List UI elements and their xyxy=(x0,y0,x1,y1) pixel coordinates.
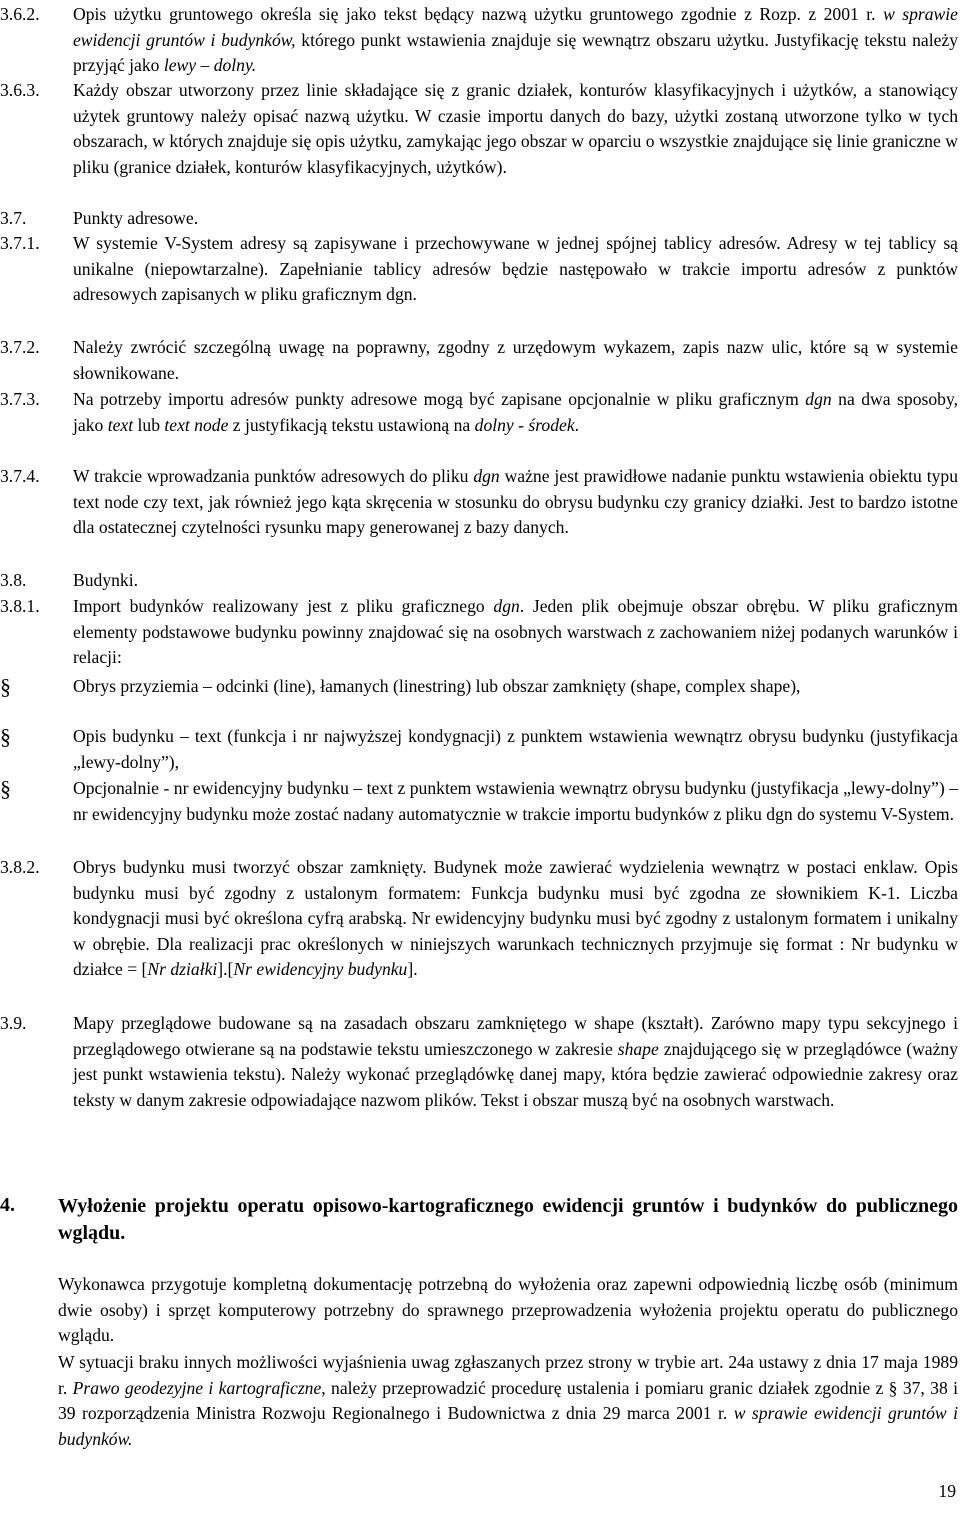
item-number: 3.8. xyxy=(0,570,27,590)
bullet-text xyxy=(73,674,958,700)
item-text xyxy=(73,387,958,438)
text-run: . Jeden plik obejmuje obszar obrębu. W pliku graficznym elementy podstawowe budynku powinny znajdować się na osobnych warstwach z zachowaniem niżej podanych warunków i relacji: xyxy=(73,596,958,668)
text-run: Mapy przeglądowe budowane są na zasadach obszaru zamkniętego w shape (kształt). Zarówno mapy typu sekcyjnego i przeglądowego otwierane są na podstawie tekstu umieszczonego w zakresie xyxy=(73,1013,958,1059)
bullet-text xyxy=(73,724,958,775)
page-number: 19 xyxy=(938,1481,956,1501)
item-3-9 xyxy=(0,1011,958,1113)
text-run: ]. xyxy=(407,959,418,980)
bullet-item xyxy=(0,776,958,827)
section-title: Wyłożenie projektu operatu opisowo-kartograficznego ewidencji gruntów i budynków do publicznego wglądu. xyxy=(58,1195,958,1244)
italic-text-run: dgn xyxy=(473,466,500,486)
item-3-6-3 xyxy=(0,78,958,180)
text-run: Na potrzeby importu adresów punkty adresowe mogą być zapisane opcjonalnie w pliku graficznym xyxy=(73,389,806,409)
item-3-8-2 xyxy=(0,855,958,983)
italic-text-run: text node xyxy=(164,414,229,435)
text-run: Obrys przyziemia – odcinki (line), łamanych (linestring) lub obszar zamknięty (shape, complex shape), xyxy=(73,676,801,696)
section-sign-bullet-icon: § xyxy=(0,724,11,749)
item-3-7-4 xyxy=(0,464,958,541)
text-run: W trakcie wprowadzania punktów adresowych do pliku xyxy=(73,466,474,486)
text-run: lub xyxy=(133,414,165,435)
section-number: 4. xyxy=(0,1194,15,1216)
text-run: Punkty adresowe. xyxy=(73,208,199,228)
section-sign-bullet-icon: § xyxy=(0,674,11,699)
text-run: Opcjonalnie - nr ewidencyjny budynku – text z punktem wstawienia wewnątrz obrysu budynku (justyfikacja „lewy-dolny”) – nr ewidencyjny budynku może zostać nadany automatycznie w trakcie importu budynków z pliku dgn do systemu V-System. xyxy=(73,778,958,824)
italic-text-run: Nr działki xyxy=(147,959,218,980)
item-number: 3.7.2. xyxy=(0,337,40,357)
item-text xyxy=(73,206,958,232)
text-run: Import budynków realizowany jest z pliku graficznego xyxy=(73,596,494,616)
item-number: 3.7.3. xyxy=(0,389,40,409)
text-run: Każdy obszar utworzony przez linie składające się z granic działek, konturów klasyfikacyjnych i użytków, a stanowiący użytek gruntowy należy opisać nazwą użytku. W czasie importu danych do bazy, użytki zostaną utworzone tylko w tych obszarach, w których znajduje się opis użytku, zamykając jego obszar w oparciu o wszystkie znajdujące się linie graniczne w pliku (granice działek, konturów klasyfikacyjnych, użytków). xyxy=(73,80,958,177)
italic-text-run: shape xyxy=(617,1038,659,1059)
item-3-8 xyxy=(0,568,958,594)
italic-text-run: text xyxy=(107,414,134,435)
item-text xyxy=(73,568,958,594)
item-3-7-3 xyxy=(0,387,958,438)
text-run: Należy zwrócić szczególną uwagę na poprawny, zgodny z urzędowym wykazem, zapis nazw ulic, które są w systemie słownikowane. xyxy=(73,337,958,383)
italic-text-run: Nr ewidencyjny budynku xyxy=(233,959,408,980)
item-text xyxy=(73,231,958,308)
text-run: Budynki. xyxy=(73,570,139,590)
bullet-item xyxy=(0,674,958,700)
text-run: ważne jest prawidłowe nadanie punktu wstawienia obiektu typu text node czy text, jak również jego kąta skręcenia w stosunku do obrysu budynku czy granicy działki. Jest to bardzo istotne dla ostatecznej czytelności rysunku mapy generowanej z bazy danych. xyxy=(73,466,958,538)
italic-text-run: Prawo geodezyjne i kartograficzne xyxy=(72,1377,322,1398)
text-run: ].[ xyxy=(217,959,234,980)
text-run: znajdującego się w przeglądówce (ważny jest punkt wstawienia tekstu). Należy wykonać przeglądówkę danej mapy, która będzie zawierać odpowiednie zakresy oraz teksty w danym zakresie odpowiadające nazwom plików. Tekst i obszar muszą być na osobnych warstwach. xyxy=(73,1038,958,1110)
bullet-text xyxy=(73,776,958,827)
item-text xyxy=(73,594,958,671)
item-number: 3.7.4. xyxy=(0,466,40,486)
text-run: . xyxy=(574,414,580,435)
item-3-7 xyxy=(0,206,958,232)
italic-text-run: w sprawie ewidencji gruntów i budynków. xyxy=(58,1403,959,1449)
italic-text-run: dgn xyxy=(493,596,520,616)
item-number: 3.9. xyxy=(0,1013,27,1033)
item-text xyxy=(73,2,958,79)
item-number: 3.8.2. xyxy=(0,857,40,877)
paragraph-text xyxy=(58,1272,958,1349)
text-run: Wykonawca przygotuje kompletną dokumentację potrzebną do wyłożenia oraz zapewni odpowiednią liczbę osób (minimum dwie osoby) i sprzęt komputerowy potrzebny do sprawnego przeprowadzenia wyłożenia projektu operatu do publicznego wglądu. xyxy=(58,1274,958,1346)
text-run: którego punkt wstawienia znajduje się wewnątrz obszaru użytku. Justyfikację tekstu należy przyjąć jako xyxy=(73,29,958,76)
italic-text-run: lewy – dolny. xyxy=(163,55,257,76)
text-run: W sytuacji braku innych możliwości wyjaśnienia uwag zgłaszanych przez strony w trybie art. 24a ustawy z dnia 17 maja 1989 r. xyxy=(58,1352,958,1398)
paragraph xyxy=(0,1272,958,1349)
item-text xyxy=(73,464,958,541)
bullet-item xyxy=(0,724,958,775)
italic-text-run: dolny - środek xyxy=(474,414,575,435)
item-3-8-1 xyxy=(0,594,958,671)
item-text xyxy=(73,855,958,983)
item-number: 3.7.1. xyxy=(0,233,40,253)
item-number: 3.6.2. xyxy=(0,4,40,24)
paragraph-text xyxy=(58,1350,958,1452)
text-run: Opis użytku gruntowego określa się jako tekst będący nazwą użytku gruntowego zgodnie z Rozp. z 2001 r. xyxy=(73,4,884,24)
item-text xyxy=(73,335,958,386)
item-number: 3.8.1. xyxy=(0,596,40,616)
item-3-7-2 xyxy=(0,335,958,386)
italic-text-run: w sprawie ewidencji gruntów i budynków, xyxy=(73,4,958,50)
item-number: 3.6.3. xyxy=(0,80,40,100)
italic-text-run: dgn xyxy=(805,389,832,409)
text-run: na dwa sposoby, jako xyxy=(73,389,958,435)
text-run: , należy przeprowadzić procedurę ustalenia i pomiaru granic działek zgodnie z § 37, 38 i 39 rozporządzenia Ministra Rozwoju Regionalnego i Budownictwa z dnia 29 marca 2001 r. xyxy=(58,1377,959,1424)
item-text xyxy=(73,1011,958,1113)
text-run: z justyfikacją tekstu ustawioną na xyxy=(228,414,475,435)
section-sign-bullet-icon: § xyxy=(0,776,11,801)
text-run: Opis budynku – text (funkcja i nr najwyższej kondygnacji) z punktem wstawienia wewnątrz obrysu budynku (justyfikacja „lewy-dolny”), xyxy=(73,726,958,772)
item-text xyxy=(73,78,958,180)
paragraph xyxy=(0,1350,958,1452)
text-run: W systemie V-System adresy są zapisywane i przechowywane w jednej spójnej tablicy adresów. Adresy w tej tablicy są unikalne (niepowtarzalne). Zapełnianie tablicy adresów będzie następowało w trakcie importu adresów z punktów adresowych zapisanych w pliku graficznym dgn. xyxy=(73,233,958,305)
item-3-6-2 xyxy=(0,2,958,79)
section-heading xyxy=(0,1193,958,1247)
text-run: Obrys budynku musi tworzyć obszar zamknięty. Budynek może zawierać wydzielenia wewnątrz w postaci enklaw. Opis budynku musi być zgodny z ustalonym formatem: Funkcja budynku musi być zgodna ze słownikiem K-1. Liczba kondygnacji musi być określona cyfrą arabską. Nr ewidencyjny budynku musi być zgodny z ustalonym formatem i unikalny w obrębie. Dla realizacji prac określonych w niniejszych warunkach technicznych przyjmuje się format : Nr budynku w działce = [ xyxy=(73,857,958,980)
item-3-7-1 xyxy=(0,231,958,308)
item-number: 3.7. xyxy=(0,208,27,228)
